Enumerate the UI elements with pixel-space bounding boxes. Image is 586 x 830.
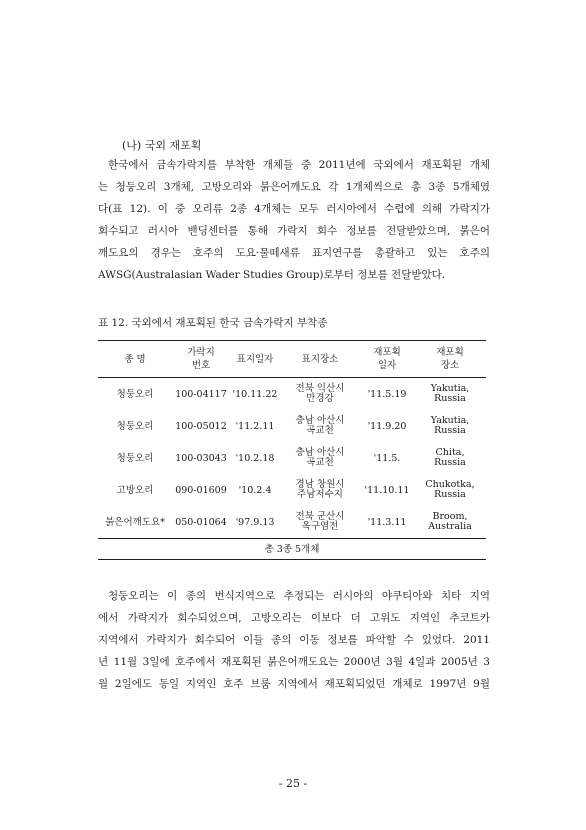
cell-band-place: 충남 아산시 곡교천 (295, 447, 345, 468)
cell-species: 붉은어깨도요* (105, 516, 165, 528)
cell-species: 청둥오리 (116, 452, 154, 464)
cell-ring: 090-01609 (175, 484, 227, 496)
cell-band-date: '10.2.18 (235, 452, 275, 464)
paragraph-line: 에서 가락지가 회수되었으며, 고방오리는 이보다 더 고위도 지역인 추코트카 (98, 612, 490, 624)
cell-recapture-date: '11.3.11 (367, 516, 407, 528)
table-row (98, 378, 486, 411)
cell-band-place: 전북 군산시 옥구염전 (295, 511, 345, 532)
cell-species: 고방오리 (116, 484, 154, 496)
header-band-place: 표지장소 (301, 353, 339, 365)
paragraph-line: 회수되고 러시아 밴딩센터를 통해 가락지 회수 정보를 전달받았으며, 붉은어 (98, 225, 490, 237)
cell-recapture-date: '11.9.20 (367, 420, 407, 432)
cell-band-date: '10.11.22 (232, 388, 278, 400)
header-ring-number: 가락지 번호 (187, 347, 215, 371)
cell-band-place: 전북 익산시 만경강 (295, 383, 345, 404)
paragraph-line: 년 11월 3일에 호주에서 재포획된 붉은어깨도요는 2000년 3월 4일과 2005년 3 (98, 656, 490, 668)
cell-recapture-place: Yakutia, Russia (430, 415, 470, 436)
cell-recapture-date: '11.5. (373, 452, 401, 464)
cell-band-date: '97.9.13 (235, 516, 275, 528)
cell-recapture-place: Chita, Russia (434, 447, 466, 468)
cell-band-place: 경남 창원시 주남저수지 (295, 479, 345, 500)
paragraph-line: 월 2일에도 동일 지역인 호주 브룸 지역에서 재포획되었던 개체로 1997년 9월 (98, 678, 490, 690)
cell-band-place: 충남 아산시 곡교천 (295, 415, 345, 436)
table-caption: 표 12. 국외에서 재포획된 한국 금속가락지 부착종 (98, 317, 328, 329)
table-row (98, 442, 486, 474)
paragraph-overseas-recapture (98, 154, 490, 286)
header-recapture-place: 재포획 장소 (436, 347, 464, 371)
table-total-row (98, 539, 486, 560)
paragraph-line: 지역에서 가락지가 회수되어 이들 종의 이동 정보를 파악할 수 있었다. 2011 (98, 634, 490, 646)
cell-recapture-place: Yakutia, Russia (430, 383, 470, 404)
cell-recapture-place: Chukotka, Russia (425, 479, 475, 500)
cell-total: 총 3종 5개체 (98, 539, 486, 560)
paragraph-line: 깨도요의 경우는 호주의 도요·물떼새류 표지연구를 총괄하고 있는 호주의 (98, 247, 490, 259)
header-band-date: 표지일자 (236, 353, 274, 365)
recapture-table (98, 340, 486, 560)
table-row (98, 410, 486, 442)
paragraph-line: 한국에서 금속가락지를 부착한 개체들 중 2011년에 국외에서 재포획된 개체 (108, 159, 490, 171)
table-row (98, 474, 486, 506)
cell-ring: 100-05012 (175, 420, 227, 432)
paragraph-line: 는 청둥오리 3개체, 고방오리와 붉은어깨도요 각 1개체씩으로 총 3종 5개체였 (98, 181, 490, 193)
table-header-row (98, 341, 486, 378)
paragraph-line: 다(표 12). 이 중 오리류 2종 4개체는 모두 러시아에서 수렵에 의해 가락지가 (98, 203, 490, 215)
header-species: 종 명 (124, 353, 146, 365)
header-recapture-date: 재포획 일자 (373, 347, 401, 371)
cell-species: 청둥오리 (116, 420, 154, 432)
cell-recapture-date: '11.5.19 (367, 388, 407, 400)
cell-recapture-place: Broom, Australia (428, 511, 472, 532)
paragraph-migration-info (98, 585, 490, 695)
cell-band-date: '10.2.4 (238, 484, 272, 496)
cell-ring: 100-04117 (175, 388, 227, 400)
cell-recapture-date: '11.10.11 (364, 484, 410, 496)
cell-band-date: '11.2.11 (235, 420, 275, 432)
paragraph-line: AWSG(Australasian Wader Studies Group)로부터 정보를 전달받았다. (98, 269, 446, 281)
table-row (98, 506, 486, 539)
section-heading: (나) 국외 재포획 (122, 139, 202, 152)
page-number: - 25 - (278, 777, 308, 790)
cell-ring: 050-01064 (175, 516, 227, 528)
cell-ring: 100-03043 (175, 452, 227, 464)
cell-species: 청둥오리 (116, 388, 154, 400)
paragraph-line: 청둥오리는 이 종의 번식지역으로 추정되는 러시아의 야쿠티아와 치타 지역 (108, 590, 490, 602)
